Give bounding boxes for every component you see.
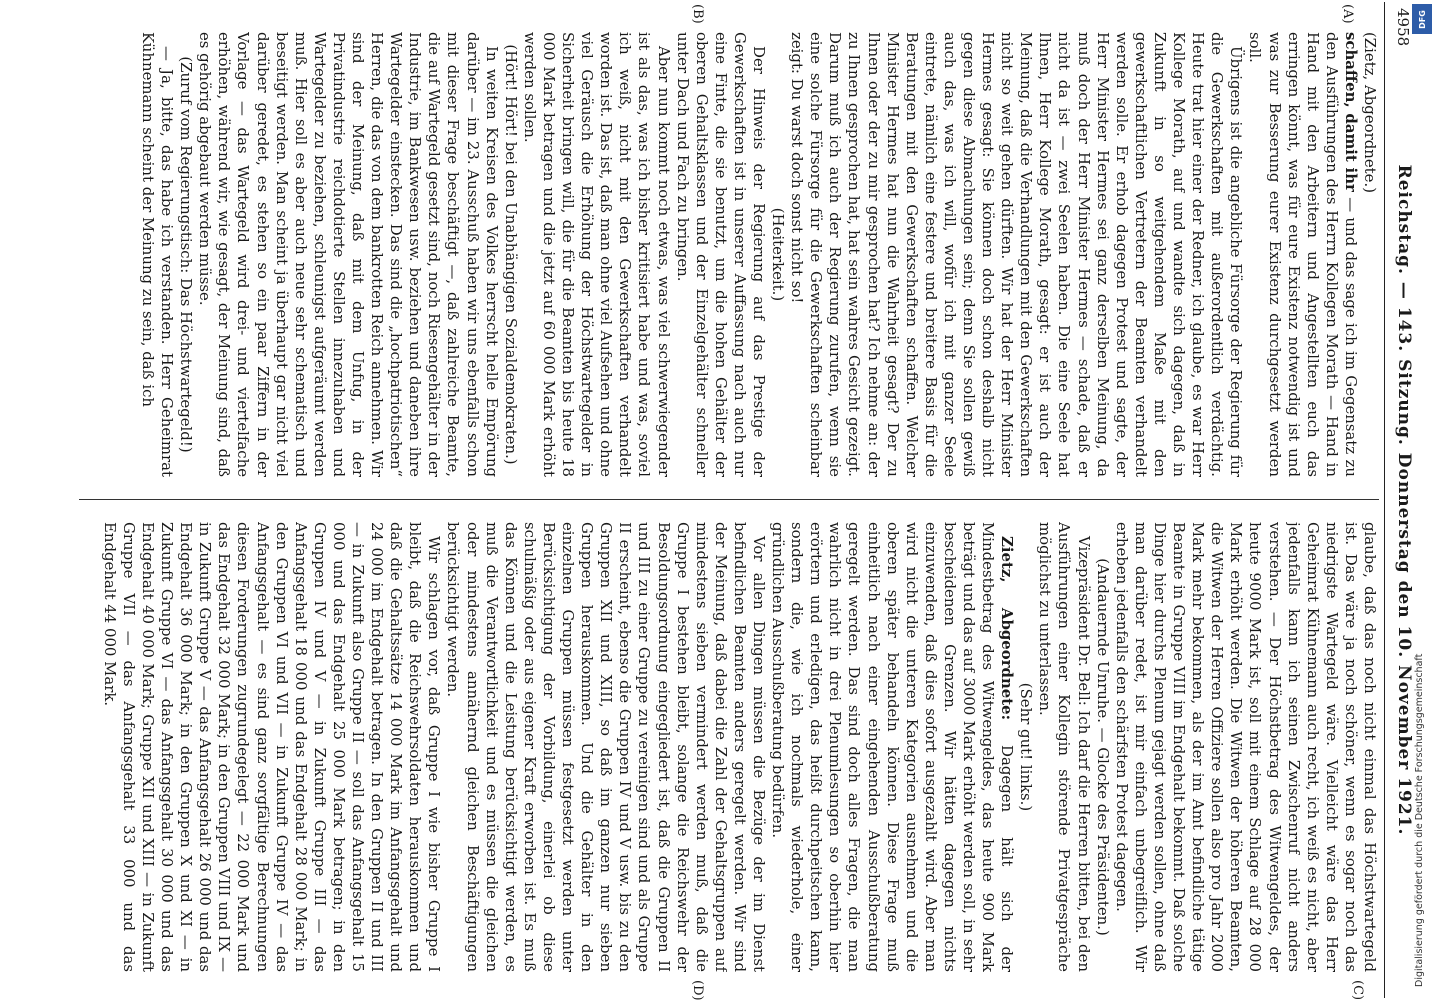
rotated-document-page <box>65 2 1425 1001</box>
left-column <box>79 32 1379 477</box>
speaker-name: Zietz, Abgeordnete: <box>998 536 1017 721</box>
paragraph: Vor allen Dingen müssen die Bezüge der im Dienst befindlichen Beamten anders geregelt werden. Wir sind der Meinung, daß dabei die Zahl der Gehaltsgruppen auf mindestens sieben vermindert werden muß, daß die Gruppe I bestehen bleibt, solange die Reichswehr der Besoldungsordnung eingegliedert ist, daß die Gruppen II und III zu einer Gruppe zu vereinigen sind und als Gruppe II erscheint, ebenso die Gruppen IV und V usw. bis zu den Gruppen XII und XIII, so daß im ganzen nur sieben Gruppen herauskommen. Und die Gehälter in den einzelnen Gruppen müssen festgesetzt werden unter Berücksichtigung der Vorbildung, einerlei ob diese schulmäßig oder aus eigener Kraft erworben ist. Es muß das Können und die Leistung berücksichtigt werden, es muß die Verantwortlichkeit und es müssen die gleichen oder mindestens annähernd gleichen Beschäftigungen berücksichtigt werden. <box>444 522 768 972</box>
dfg-logo: DFG <box>1412 4 1432 34</box>
paragraph <box>768 522 1016 972</box>
margin-mark-a: (A) <box>1340 4 1355 24</box>
margin-mark-b: (B) <box>690 4 705 24</box>
margin-mark-c: (C) <box>1350 980 1365 1001</box>
paragraph <box>1245 32 1360 477</box>
lead-text: schaffen, damit ihr <box>1341 32 1360 192</box>
page-number: 4958 <box>1394 8 1412 47</box>
margin-mark-d: (D) <box>690 980 705 1001</box>
credit-text: Digitalisierung gefördert durch die Deutsche Forschungsgemeinschaft <box>1414 653 1425 987</box>
interjection: (Zuruf vom Regierungstisch: Das Höchstwartegeld!) <box>177 56 196 453</box>
paragraph: In weiten Kreisen des Volkes herrscht helle Empörung darüber — im 23. Ausschuß haben wir uns ebenfalls schon mit dieser Frage beschäftigt —, daß zahlreiche Beamte, die auf Wartegeld gesetzt sind, noch Riesengehälter in der Industrie, im Bankwesen usw. beziehen und daneben ihre Wartegelder einstecken. Das sind die „hochpatriotischen“ Herren, die das von dem bankrotten Reich annehmen. Wir sind der Meinung, daß mit dem Unfug, in der Privatindustrie reichdotierte Stellen innezuhaben und Wartegelder zu beziehen, schleunigst aufgeräumt werden muß. Hier soll es aber auch neue sehr schematisch und beseitigt werden. Man scheint ja überhaupt gar nicht viel darüber geredet, es stehen so ein paar Ziffern in der Vorlage — das Wartegeld wird drei- und viertelfache erhöhen, während wir, wie gesagt, der Meinung sind, daß es gehörig abgebaut werden müsse. <box>196 32 501 477</box>
paragraph: Übrigens ist die angebliche Fürsorge der Regierung für die Gewerkschaften mit außerordentlich verdächtig. Heute trat hier einer der Redner, ich glaube, es war Herr Kollege Morath, auf und wandte sich dagegen, daß in Zukunft in so weitgehendem Maße mit den gewerkschaftlichen Vertretern der Beamten verhandelt werden solle. Er erhob dagegen Protest und sagte, der Herr Minister Hermes sei ganz derselben Meinung, da muß doch der Herr Minister Hermes — schade, daß er nicht da ist — zwei Seelen haben. Die eine Seele hat Ihnen, Herr Kollege Morath, gesagt: er ist auch der Meinung, daß die Verhandlungen mit den Gewerkschaften nicht so weit gehen dürften. Wir hat der Herr Minister Hermes gesagt: Sie können doch schon deshalb nicht gegen diese Abmachungen sein; denn Sie sollen gewiß auch das, was ich will, wofür ich mit ganzer Seele eintrete, nämlich eine festere und breitere Basis für die Beratungen mit den Gewerkschaften schaffen. Welcher Minister Hermes hat nun die Wahrheit gesagt? Der zu Ihnen oder der zu mir gesprochen hat? Ich nehme an: der zu Ihnen gesprochen hat, hat sein wahres Gesicht gezeigt. Darum muß ich auch der Regierung zurufen, wenn sie eine solche Fürsorge für die Gewerkschaften scheinbar zeigt: Du warst doch sonst nicht so! <box>788 32 1246 477</box>
paragraph: Vizepräsident Dr. Bell: Ich darf die Herren bitten, bei den Ausführungen einer Kollegin störende Privatgespräche möglichst zu unterlassen. <box>1036 522 1093 972</box>
paragraph-text: Dagegen hält sich der Mindestbetrag des Witwengeldes, das heute 900 Mark beträgt und das auf 3000 Mark erhöht werden soll, in sehr bescheidenen Grenzen. Wir hätten dagegen nichts einzuwenden, daß dies sofort ausgezahlt wird. Aber man wird nicht die unteren Kategorien ausnehmen und die oberen später behandeln können. Diese Frage muß einheitlich nach einer eingehenden Ausschußberatung geregelt werden. Das sind doch alles Fragen, die man wahrlich nicht in drei Plenumlesungen so oberhin hier erörtern und erledigen, das heißt durchpeitschen kann, sondern die, wie ich nochmals wiederhole, einer gründlichen Ausschußberatung bedürfen. <box>769 522 1017 972</box>
right-column <box>79 522 1379 972</box>
interjection: (Hört! Hört! bei den Unabhängigen Sozialdemokraten.) <box>501 44 520 465</box>
interjection: (Andauernde Unruhe. — Glocke des Präsidenten.) <box>1093 558 1112 936</box>
running-title: Reichstag. — 143. Sitzung. Donnerstag den 10. November 1921. <box>1394 164 1414 836</box>
interjection: (Heiterkeit.) <box>769 207 788 302</box>
speaker-tag: (Zietz, Abgeordnete.) <box>1361 32 1379 194</box>
paragraph: glaube, daß das noch nicht einmal das Höchstwartegeld ist. Das wäre ja noch schöner, wenn es sogar noch das niedrigste Wartegeld wäre. Vielleicht wäre das Herr Geheimrat Kühnemann auch recht, ich weiß es nicht, aber jedenfalls kann ich seinen Zwischenruf nicht anders verstehen. — Der Höchstbetrag des Witwengeldes, der heute 9000 Mark ist, soll mit einem Schlage auf 28 000 Mark erhöht werden. Die Witwen der höheren Beamten, die Witwen der Herren Offiziere sollen also pro Jahr 2000 Mark mehr bekommen, als der im Amt befindliche tätige Beamte in Gruppe VIII im Endgehalt bekommt. Daß solche Dinge hier durchs Plenum gejagt werden sollen, ohne daß man darüber redet, ist mir einfach unbegreiflich. Wir erheben jedenfalls den schärfsten Protest dagegen. <box>1112 522 1379 972</box>
paragraph: Wir schlagen vor, daß Gruppe I wie bisher Gruppe I bleibt, daß die Reichswehrsoldaten herauskommen und daß die Gehaltssätze 14 000 Mark im Anfangsgehalt und 24 000 im Endgehalt betragen. In den Gruppen II und III — in Zukunft also Gruppe II — soll das Anfangsgehalt 15 000 und das Endgehalt 25 000 Mark betragen; in den Gruppen IV und V — in Zukunft Gruppe III — das Anfangsgehalt 18 000 und das Endgehalt 28 000 Mark; in den Gruppen VI und VII — in Zukunft Gruppe IV — das Anfangsgehalt — es sind ganz sorgfältige Berechnungen diesen Forderungen zugrundegelegt — 22 000 Mark und das Endgehalt 32 000 Mark; in den Gruppen VIII und IX — in Zukunft Gruppe V — das Anfangsgehalt 26 000 und das Endgehalt 36 000 Mark; in den Gruppen X und XI — in Zukunft Gruppe VI — das Anfangsgehalt 30 000 und das Endgehalt 40 000 Mark; Gruppe XII und XIII — in Zukunft Gruppe VII — das Anfangsgehalt 33 000 und das Endgehalt 44 000 Mark. <box>100 522 444 972</box>
digitization-credit <box>1410 2 1434 998</box>
paragraph-text: — und das sage ich im Gegensatz zu den Ausführungen des Herrn Kollegen Morath — Hand in Hand mit den Arbeitern und Angestellten euch das erringen könnt, was für eure Existenz notwendig ist und was zur Besserung eurer Existenz durchgesetzt werden soll. <box>1246 32 1360 477</box>
paragraph: Der Hinweis der Regierung auf das Prestige der Gewerkschaften ist in unserer Auffassung nach auch nur eine Finte, die sie benutzt, um die hohen Gehälter der oberen Gehaltsklassen und der Einzelgehälter schneller unter Dach und Fach zu bringen. <box>673 32 768 477</box>
paragraph: Aber nun kommt noch etwas, was viel schwerwiegender ist als das, was ich bisher kritisiert habe und was, soviel ich weiß, nicht mit den Gewerkschaften verhandelt worden ist. Das ist, daß man ohne viel Aufsehen und ohne viel Geräusch die Erhöhung der Höchstwartegelder in Sicherheit bringen will, die für die Beamten bis heute 18 000 Mark betragen und die jetzt auf 60 000 Mark erhöht werden sollen. <box>520 32 673 477</box>
paragraph: — Ja, bitte, das habe ich verstanden. Herr Geheimrat Kühnemann scheint der Meinung zu sein, daß ich <box>139 32 177 477</box>
column-divider <box>79 499 1379 500</box>
interjection: (Sehr gut! links.) <box>1017 682 1036 812</box>
